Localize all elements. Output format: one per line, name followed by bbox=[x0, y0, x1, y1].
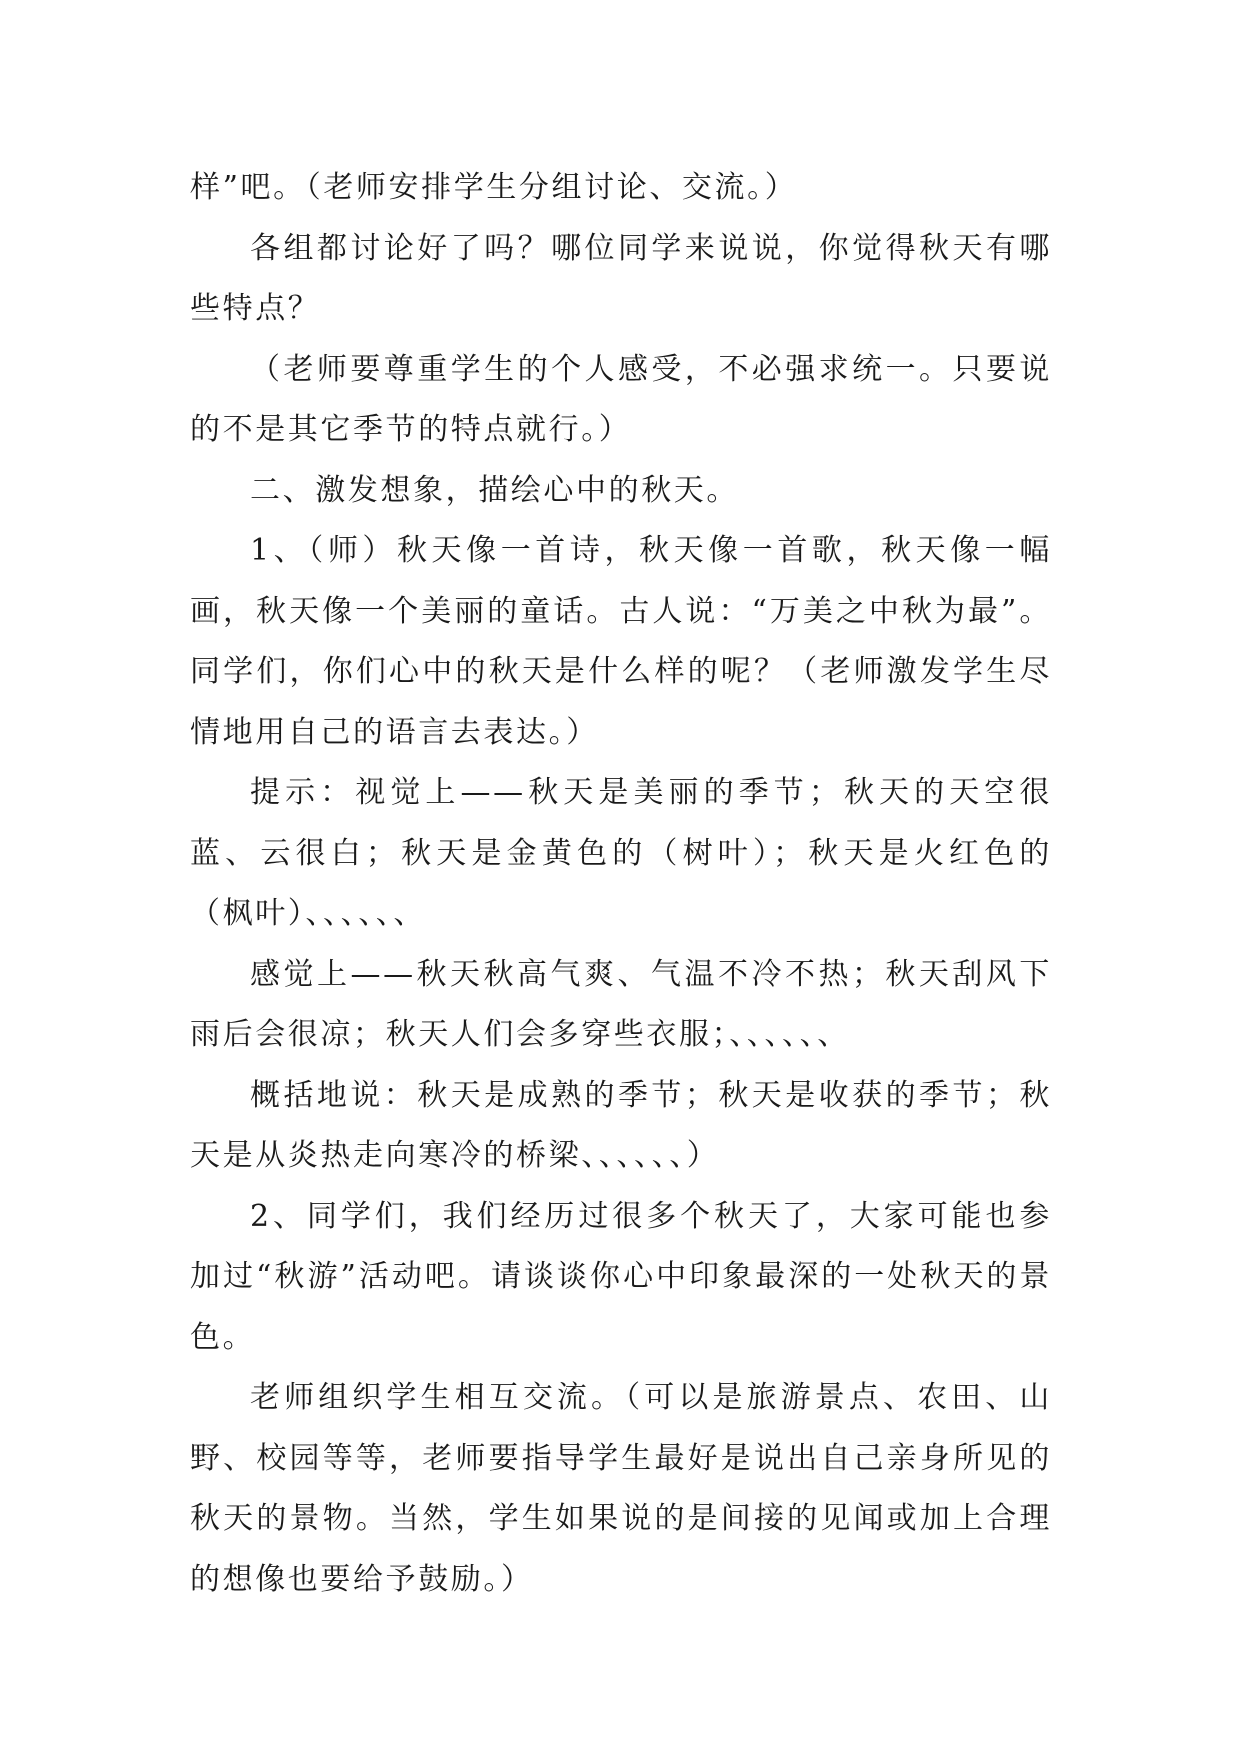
paragraph-continuation: 样”吧。（老师安排学生分组讨论、交流。） bbox=[190, 170, 798, 205]
document-body bbox=[190, 158, 1052, 1610]
paragraph-item-2: 2、同学们，我们经历过很多个秋天了，大家可能也参加过“秋游”活动吧。请谈谈你心中印象最深的一处秋天的景色。 bbox=[190, 1198, 1052, 1355]
paragraph-hint-summary: 概括地说：秋天是成熟的季节；秋天是收获的季节；秋天是从炎热走向寒冷的桥梁、、、、、、） bbox=[190, 1077, 1052, 1173]
paragraph-exchange: 老师组织学生相互交流。（可以是旅游景点、农田、山野、校园等等，老师要指导学生最好是说出自己亲身所见的秋天的景物。当然，学生如果说的是间接的见闻或加上合理的想像也要给予鼓励。） bbox=[190, 1380, 1052, 1597]
paragraph-hint-feeling: 感觉上——秋天秋高气爽、气温不冷不热；秋天刮风下雨后会很凉；秋天人们会多穿些衣服；、、、、、、 bbox=[190, 956, 1052, 1052]
paragraph-hint-visual: 提示：视觉上——秋天是美丽的季节；秋天的天空很蓝、云很白；秋天是金黄色的（树叶）；秋天是火红色的（枫叶）、、、、、、 bbox=[190, 775, 1052, 931]
paragraph-question: 各组都讨论好了吗？哪位同学来说说，你觉得秋天有哪些特点？ bbox=[190, 230, 1052, 326]
section-heading: 二、激发想象，描绘心中的秋天。 bbox=[250, 472, 739, 508]
paragraph-teacher-note: （老师要尊重学生的个人感受，不必强求统一。只要说的不是其它季节的特点就行。） bbox=[190, 351, 1052, 447]
paragraph-item-1: 1、（师）秋天像一首诗，秋天像一首歌，秋天像一幅画，秋天像一个美丽的童话。古人说：“万美之中秋为最”。同学们，你们心中的秋天是什么样的呢？（老师激发学生尽情地用自己的语言去表达。） bbox=[190, 533, 1052, 750]
